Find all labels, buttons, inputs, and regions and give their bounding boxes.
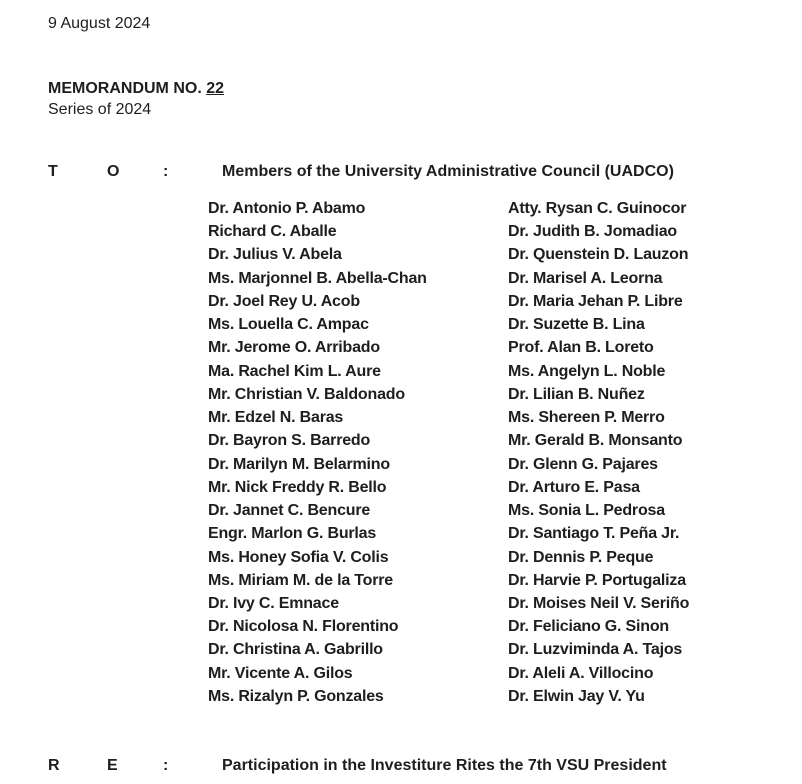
memo-number-value: 22 [206, 80, 225, 97]
memo-number [48, 80, 224, 98]
to-text: Members of the University Administrative Council (UADCO) [222, 163, 674, 180]
memo-series: Series of 2024 [48, 101, 152, 118]
recipient-name: Dr. Maria Jehan P. Libre [508, 292, 683, 310]
recipient-name: Dr. Moises Neil V. Seriño [508, 594, 690, 612]
recipient-name: Mr. Jerome O. Arribado [208, 339, 380, 357]
recipients-left-column [208, 200, 427, 711]
recipient-name: Ms. Louella C. Ampac [208, 316, 369, 334]
to-label-o: O [107, 163, 120, 180]
re-colon: : [163, 757, 169, 774]
recipient-name: Dr. Bayron S. Barredo [208, 432, 371, 450]
recipient-name: Atty. Rysan C. Guinocor [508, 200, 687, 217]
re-text: Participation in the Investiture Rites the 7th VSU President [222, 757, 667, 774]
recipient-name: Dr. Glenn G. Pajares [508, 455, 658, 473]
recipient-name: Dr. Suzette B. Lina [508, 316, 645, 334]
recipient-name: Mr. Gerald B. Monsanto [508, 432, 683, 450]
re-label-e: E [107, 757, 118, 774]
recipient-name: Ms. Honey Sofia V. Colis [208, 548, 389, 566]
recipient-name: Dr. Julius V. Abela [208, 246, 342, 264]
recipient-name: Dr. Luzviminda A. Tajos [508, 641, 683, 659]
recipient-name: Dr. Nicolosa N. Florentino [208, 618, 399, 636]
recipient-name: Ms. Miriam M. de la Torre [208, 571, 393, 589]
recipient-name: Dr. Quenstein D. Lauzon [508, 246, 689, 264]
recipient-name: Dr. Aleli A. Villocino [508, 664, 654, 682]
recipient-name: Dr. Arturo E. Pasa [508, 478, 640, 496]
recipient-name: Ms. Rizalyn P. Gonzales [208, 687, 384, 705]
recipient-name: Dr. Marisel A. Leorna [508, 269, 663, 287]
recipient-name: Dr. Judith B. Jomadiao [508, 223, 677, 241]
recipient-name: Mr. Vicente A. Gilos [208, 664, 353, 682]
recipient-name: Mr. Nick Freddy R. Bello [208, 478, 387, 496]
recipient-name: Mr. Christian V. Baldonado [208, 385, 405, 403]
recipient-name: Ms. Marjonnel B. Abella-Chan [208, 269, 427, 287]
re-label-r: R [48, 757, 60, 774]
recipient-name: Dr. Joel Rey U. Acob [208, 292, 360, 310]
recipient-name: Mr. Edzel N. Baras [208, 409, 344, 427]
to-colon: : [163, 163, 169, 180]
recipient-name: Dr. Santiago T. Peña Jr. [508, 525, 680, 543]
recipient-name: Prof. Alan B. Loreto [508, 339, 654, 357]
recipient-name: Engr. Marlon G. Burlas [208, 525, 377, 543]
recipient-name: Dr. Dennis P. Peque [508, 548, 654, 566]
to-label-t: T [48, 163, 58, 180]
memo-date: 9 August 2024 [48, 15, 151, 32]
recipient-name: Dr. Ivy C. Emnace [208, 594, 339, 612]
recipient-name: Richard C. Aballe [208, 223, 337, 241]
recipient-name: Dr. Elwin Jay V. Yu [508, 687, 645, 705]
recipients-right-column [508, 200, 689, 711]
recipient-name: Dr. Feliciano G. Sinon [508, 618, 669, 636]
recipient-name: Dr. Jannet C. Bencure [208, 502, 371, 520]
memo-label: MEMORANDUM NO. [48, 80, 202, 97]
recipient-name: Dr. Marilyn M. Belarmino [208, 455, 390, 473]
recipient-name: Dr. Harvie P. Portugaliza [508, 571, 686, 589]
recipient-name: Dr. Christina A. Gabrillo [208, 641, 383, 659]
recipient-name: Ma. Rachel Kim L. Aure [208, 362, 381, 380]
recipient-name: Ms. Angelyn L. Noble [508, 362, 666, 380]
recipient-name: Ms. Sonia L. Pedrosa [508, 502, 665, 520]
recipient-name: Ms. Shereen P. Merro [508, 409, 665, 427]
recipient-name: Dr. Lilian B. Nuñez [508, 385, 645, 403]
recipient-name: Dr. Antonio P. Abamo [208, 200, 366, 217]
